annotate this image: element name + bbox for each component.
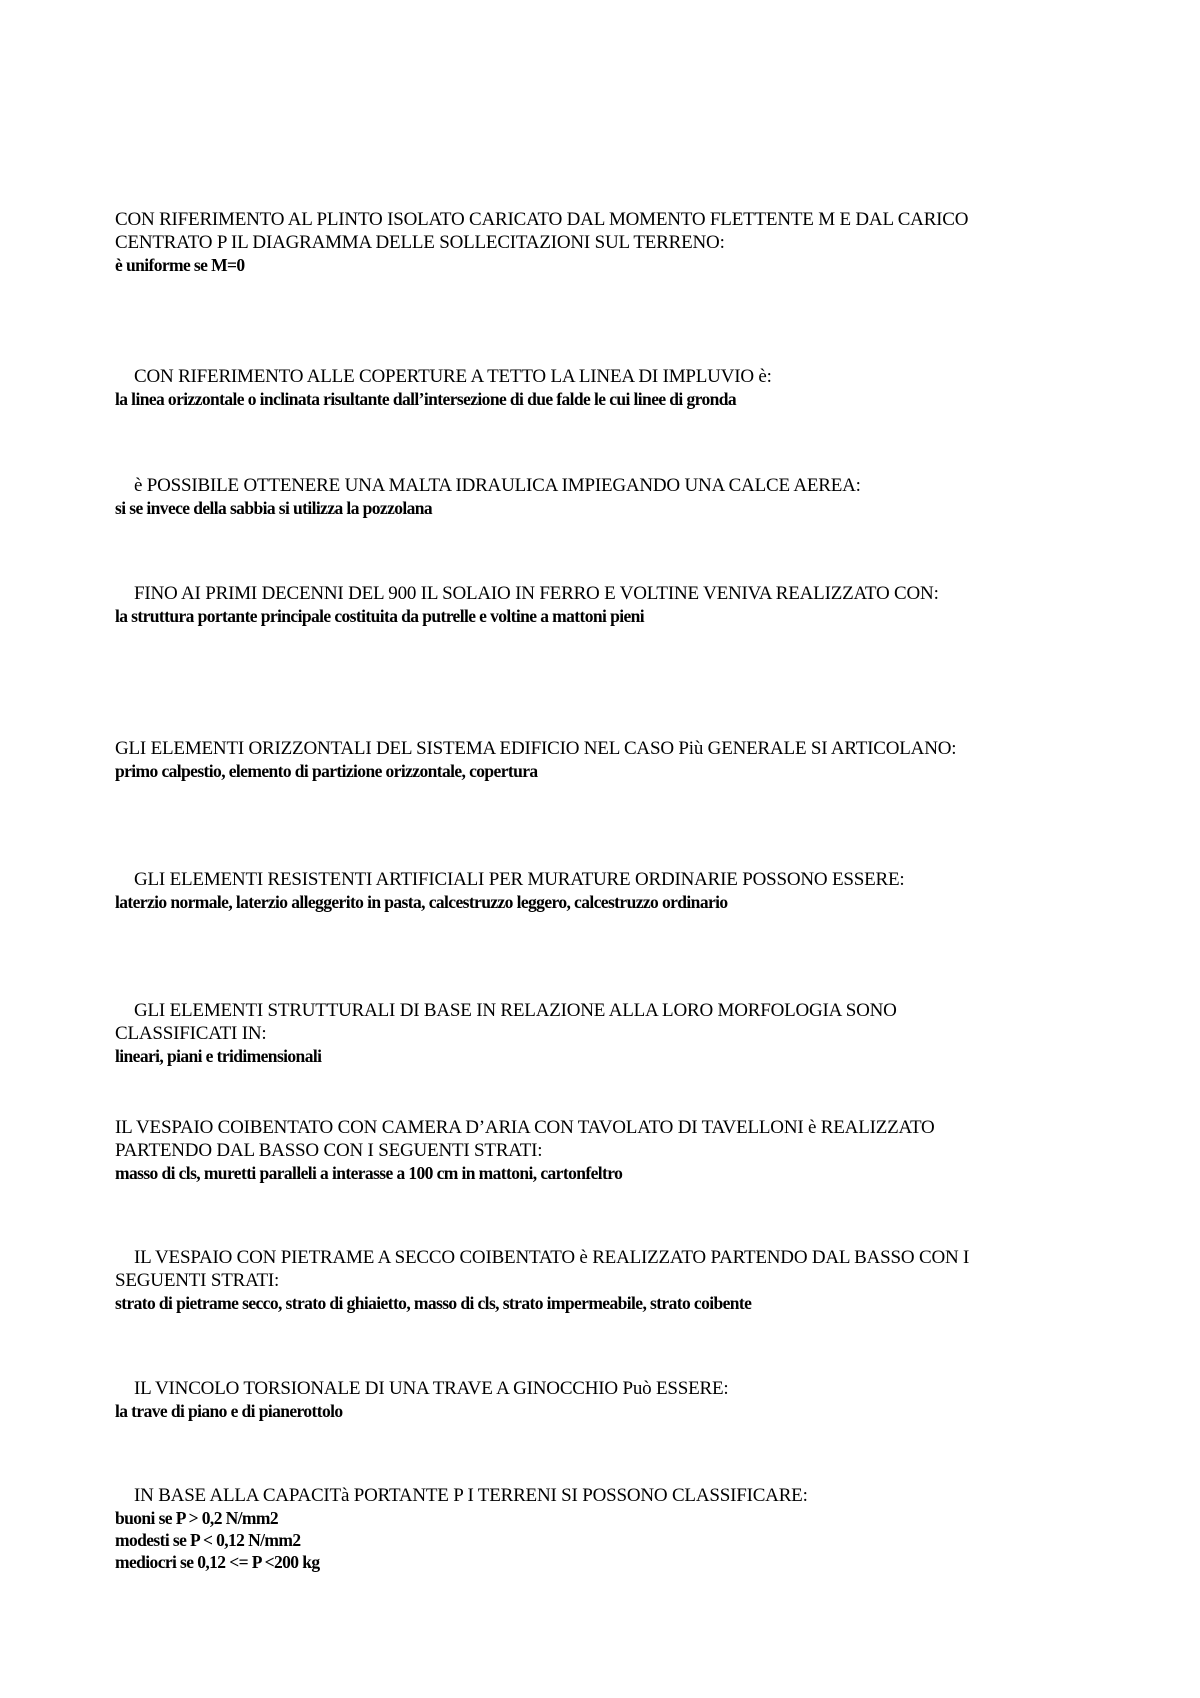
answer-text: si se invece della sabbia si utilizza la pozzolana [115,498,433,518]
question-text: IL VINCOLO TORSIONALE DI UNA TRAVE A GINOCCHIO Può ESSERE: [134,1378,729,1399]
qa-block-9 [115,1246,995,1314]
question-text: CON RIFERIMENTO AL PLINTO ISOLATO CARICATO DAL MOMENTO FLETTENTE M E DAL CARICO CENTRATO P IL DIAGRAMMA DELLE SOLLECITAZIONI SUL TERRENO: [115,209,969,253]
question-text: GLI ELEMENTI STRUTTURALI DI BASE IN RELAZIONE ALLA LORO MORFOLOGIA SONO CLASSIFICATI IN: [115,1000,897,1044]
answer-text: la trave di piano e di pianerottolo [115,1401,343,1421]
answer-text: buoni se P > 0,2 N/mm2 [115,1508,279,1528]
qa-block-8 [115,1116,995,1184]
answer-text: laterzio normale, laterzio alleggerito in pasta, calcestruzzo leggero, calcestruzzo ordinario [115,892,728,912]
answer-text: modesti se P < 0,12 N/mm2 [115,1530,301,1550]
question-text: GLI ELEMENTI RESISTENTI ARTIFICIALI PER MURATURE ORDINARIE POSSONO ESSERE: [134,869,905,890]
qa-block-5 [115,737,995,782]
qa-block-7 [115,999,995,1067]
qa-block-2 [115,365,995,410]
answer-text: è uniforme se M=0 [115,255,245,275]
answer-text: mediocri se 0,12 <= P <200 kg [115,1552,320,1572]
question-text: IL VESPAIO COIBENTATO CON CAMERA D’ARIA CON TAVOLATO DI TAVELLONI è REALIZZATO PARTENDO DAL BASSO CON I SEGUENTI STRATI: [115,1117,935,1161]
question-text: FINO AI PRIMI DECENNI DEL 900 IL SOLAIO IN FERRO E VOLTINE VENIVA REALIZZATO CON: [134,583,939,604]
answer-text: la linea orizzontale o inclinata risultante dall’intersezione di due falde le cui linee di gronda [115,389,737,409]
question-text: è POSSIBILE OTTENERE UNA MALTA IDRAULICA IMPIEGANDO UNA CALCE AEREA: [134,475,861,496]
question-text: IN BASE ALLA CAPACITà PORTANTE P I TERRENI SI POSSONO CLASSIFICARE: [134,1485,808,1506]
question-text: GLI ELEMENTI ORIZZONTALI DEL SISTEMA EDIFICIO NEL CASO Più GENERALE SI ARTICOLANO: [115,738,957,759]
answer-text: strato di pietrame secco, strato di ghiaietto, masso di cls, strato impermeabile, strato coibente [115,1293,752,1313]
question-text: IL VESPAIO CON PIETRAME A SECCO COIBENTATO è REALIZZATO PARTENDO DAL BASSO CON I SEGUENTI STRATI: [115,1247,970,1291]
qa-block-11 [115,1484,995,1573]
qa-block-3 [115,474,995,519]
answer-text: masso di cls, muretti paralleli a interasse a 100 cm in mattoni, cartonfeltro [115,1163,623,1183]
answer-text: la struttura portante principale costituita da putrelle e voltine a mattoni pieni [115,606,645,626]
qa-block-10 [115,1377,995,1422]
qa-block-6 [115,868,995,913]
qa-block-4 [115,582,995,627]
qa-block-1 [115,208,995,276]
answer-text: lineari, piani e tridimensionali [115,1046,322,1066]
answer-text: primo calpestio, elemento di partizione orizzontale, copertura [115,761,538,781]
question-text: CON RIFERIMENTO ALLE COPERTURE A TETTO LA LINEA DI IMPLUVIO è: [134,366,772,387]
